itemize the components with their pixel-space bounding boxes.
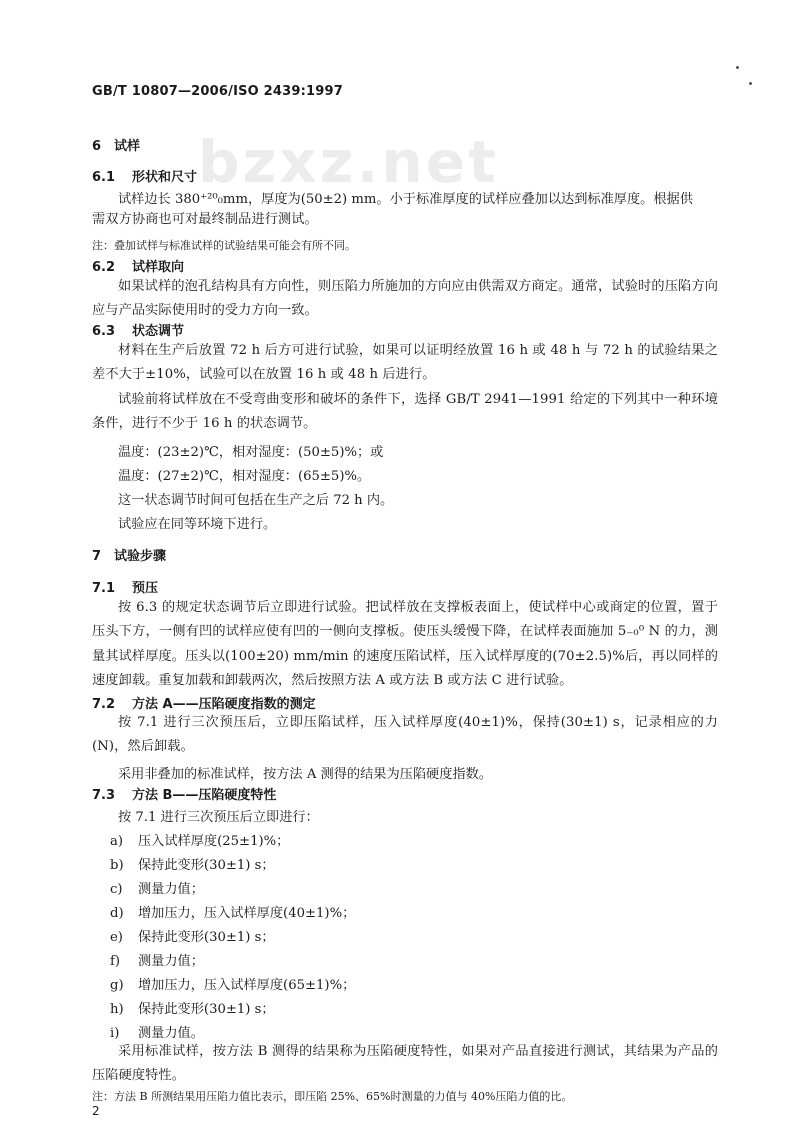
watermark: bzxz.net (198, 128, 499, 196)
list-item: i) 测量力值。 (110, 1026, 204, 1041)
list-item: h) 保持此变形(30±1) s； (110, 1002, 275, 1017)
section-title: 状态调节 (132, 324, 185, 339)
section-6-2-heading (92, 256, 184, 275)
paragraph: 采用标准试样，按方法 B 测得的结果称为压陷硬度特性，如果对产品直接进行测试，其结果为产品的压陷硬度特性。 (92, 1044, 718, 1084)
paragraph: 如果试样的泡孔结构具有方向性，则压陷力所施加的方向应由供需双方商定。通常，试验时的压陷方向应与产品实际使用时的受力方向一致。 (92, 279, 718, 319)
section-title: 试样 (114, 139, 141, 154)
condition-line: 温度：(27±2)℃，相对湿度：(65±5)%。 (118, 469, 371, 484)
section-7-2-heading (92, 693, 316, 712)
list-item: d) 增加压力，压入试样厚度(40±1)%； (110, 906, 356, 921)
paragraph: 材料在生产后放置 72 h 后方可进行试验，如果可以证明经放置 16 h 或 48 h 与 72 h 的试验结果之差不大于±10%，试验可以在放置 16 h 或 48 h 后进行。 (92, 343, 718, 383)
section-number: 6.3 (92, 324, 116, 339)
section-6-1-heading (92, 166, 197, 185)
section-number: 7.2 (92, 697, 116, 712)
section-6-3-heading (92, 320, 184, 339)
list-item: g) 增加压力，压入试样厚度(65±1)%； (110, 978, 356, 993)
scan-speck (749, 82, 752, 85)
list-item: c) 测量力值； (110, 882, 204, 897)
section-number: 7.3 (92, 788, 116, 803)
section-6-heading (92, 135, 140, 154)
paragraph: 试验前将试样放在不受弯曲变形和破坏的条件下，选择 GB/T 2941—1991 给定的下列其中一种环境条件，进行不少于 16 h 的状态调节。 (92, 392, 718, 432)
section-title: 方法 A——压陷硬度指数的测定 (132, 697, 316, 712)
paragraph-line: 试样边长 380⁺²⁰₀mm，厚度为(50±2) mm。小于标准厚度的试样应叠加以达到标准厚度。根据供 (118, 192, 693, 207)
section-number: 7.1 (92, 581, 116, 596)
section-7-1-heading (92, 577, 158, 596)
section-number: 7 (92, 549, 102, 564)
list-item: b) 保持此变形(30±1) s； (110, 858, 275, 873)
section-number: 6.2 (92, 260, 116, 275)
page-number: 2 (92, 1104, 100, 1118)
section-number: 6.1 (92, 170, 116, 185)
section-number: 6 (92, 139, 102, 154)
section-7-heading (92, 545, 166, 564)
section-title: 方法 B——压陷硬度特性 (132, 788, 277, 803)
section-7-3-heading (92, 784, 276, 803)
paragraph: 按 6.3 的规定状态调节后立即进行试验。把试样放在支撑板表面上，使试样中心或商定的位置，置于压头下方，一侧有凹的试样应使有凹的一侧向支撑板。使压头缓慢下降，在试样表面施加 5₋₀⁰ N 的力，测量其试样厚度。压头以(100±20) mm/min 的速度压陷试样，压入试样厚度的(70±2.5)%后，再以同样的速度卸载。重复加载和卸载两次，然后按照方法 A 或方法 B 或方法 C 进行试验。 (92, 600, 718, 689)
list-item: a) 压入试样厚度(25±1)%； (110, 834, 290, 849)
section-title: 预压 (132, 581, 159, 596)
paragraph-line: 按 7.1 进行三次预压后立即进行： (118, 810, 319, 825)
list-item: e) 保持此变形(30±1) s； (110, 930, 275, 945)
paragraph-line: 试验应在同等环境下进行。 (118, 517, 277, 532)
paragraph-line: 需双方协商也可对最终制品进行测试。 (92, 212, 318, 227)
paragraph-line: 采用非叠加的标准试样，按方法 A 测得的结果为压陷硬度指数。 (118, 767, 492, 782)
paragraph: 按 7.1 进行三次预压后，立即压陷试样，压入试样厚度(40±1)%，保持(30±1) s，记录相应的力(N)，然后卸载。 (92, 715, 718, 755)
note: 注：叠加试样与标准试样的试验结果可能会有所不同。 (92, 239, 356, 252)
section-title: 形状和尺寸 (132, 170, 198, 185)
scan-speck (736, 66, 739, 69)
section-title: 试验步骤 (114, 549, 167, 564)
paragraph-line: 这一状态调节时间可包括在生产之后 72 h 内。 (118, 493, 394, 508)
list-item: f) 测量力值； (110, 954, 204, 969)
condition-line: 温度：(23±2)℃，相对湿度：(50±5)%；或 (118, 445, 384, 460)
note: 注：方法 B 所测结果用压陷力值比表示，即压陷 25%、65%时测量的力值与 40%压陷力值的比。 (92, 1090, 573, 1103)
section-title: 试样取向 (132, 260, 185, 275)
standard-code: GB/T 10807—2006/ISO 2439:1997 (92, 84, 344, 99)
